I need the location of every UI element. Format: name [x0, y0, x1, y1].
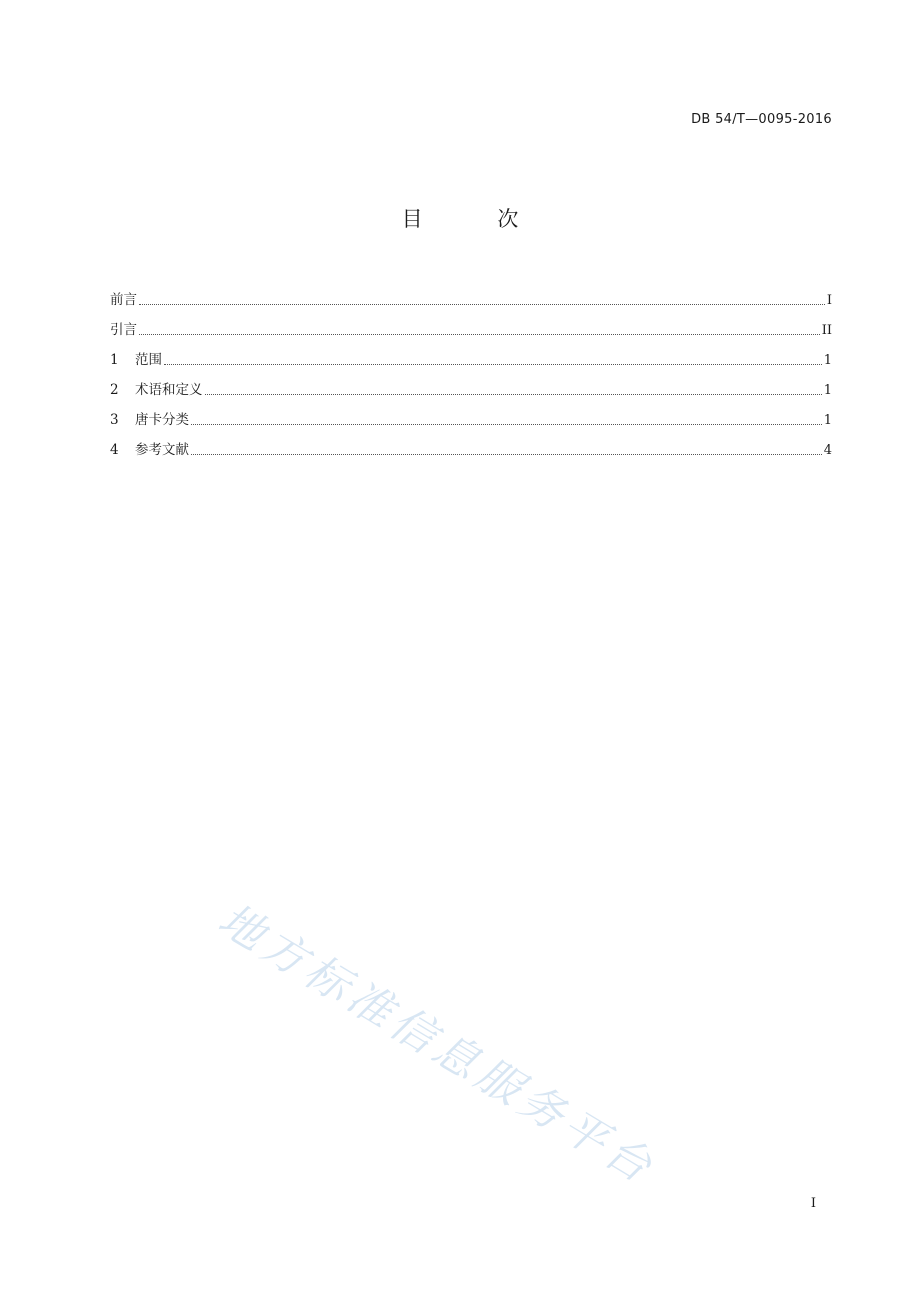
- dot-leader: [205, 393, 822, 395]
- toc-entry-foreword[interactable]: [110, 278, 832, 308]
- toc-entry-classification[interactable]: [110, 398, 832, 428]
- toc-entry-label: 前言: [110, 292, 137, 308]
- toc-entry-terms[interactable]: [110, 368, 832, 398]
- toc-entry-page: 1: [823, 413, 832, 428]
- dot-leader: [191, 423, 822, 425]
- toc-entry-number: 1: [110, 352, 119, 368]
- toc-entry-page: I: [826, 293, 832, 308]
- toc-entry-number: 4: [110, 442, 119, 458]
- toc-entry-label: 唐卡分类: [135, 412, 189, 428]
- toc-entry-page: 4: [823, 443, 832, 458]
- toc-entry-number: 2: [110, 382, 119, 398]
- toc-entry-introduction[interactable]: [110, 308, 832, 338]
- dot-leader: [164, 363, 822, 365]
- dot-leader: [191, 453, 822, 455]
- dot-leader: [139, 333, 820, 335]
- toc-title: 目 次: [401, 207, 553, 231]
- watermark: 地方标准信息服务平台: [209, 893, 665, 1196]
- toc-entry-page: 1: [823, 383, 832, 398]
- toc-entry-label: 参考文献: [135, 442, 189, 458]
- toc-entry-label: 引言: [110, 322, 137, 338]
- page-number: I: [810, 1196, 816, 1211]
- toc-entry-page: II: [821, 323, 832, 338]
- toc-entry-label: 范围: [135, 352, 162, 368]
- toc-entry-page: 1: [823, 353, 832, 368]
- standard-code: DB 54/T—0095-2016: [691, 112, 832, 127]
- table-of-contents: [110, 278, 832, 458]
- toc-entry-number: 3: [110, 412, 119, 428]
- toc-entry-label: 术语和定义: [135, 382, 203, 398]
- toc-entry-references[interactable]: [110, 428, 832, 458]
- dot-leader: [139, 303, 825, 305]
- toc-entry-scope[interactable]: [110, 338, 832, 368]
